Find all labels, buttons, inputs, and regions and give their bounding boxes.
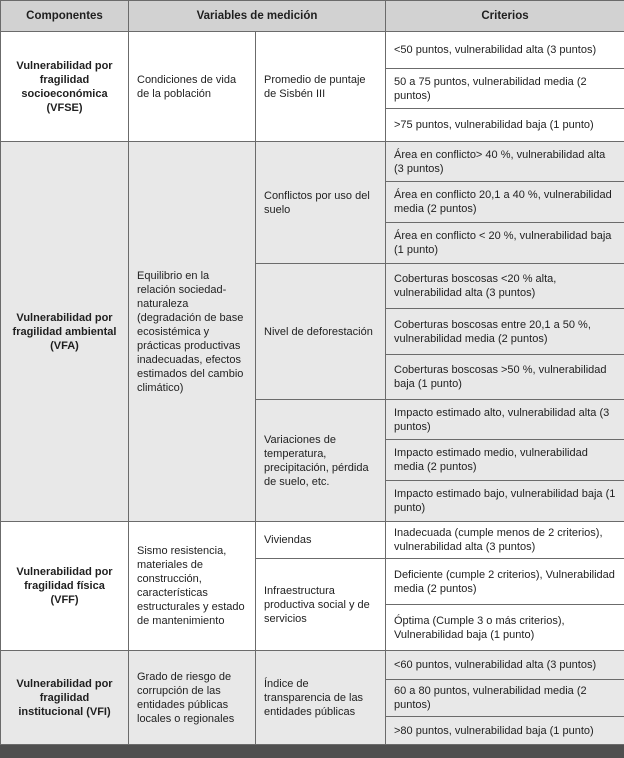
header-variables: Variables de medición <box>129 1 386 32</box>
vff-criterion-2: Deficiente (cumple 2 criterios), Vulnerabilidad media (2 puntos) <box>386 559 624 605</box>
vfa-g3-criterion-2: Impacto estimado medio, vulnerabilidad media (2 puntos) <box>386 440 624 481</box>
vfse-variable: Condiciones de vida de la población <box>129 32 256 142</box>
bottom-bar <box>1 745 624 758</box>
vfse-criterion-3: >75 puntos, vulnerabilidad baja (1 punto) <box>386 109 624 142</box>
vff-measure-1: Viviendas <box>256 522 386 559</box>
vff-row-1 <box>1 522 624 559</box>
component-vfse: Vulnerabilidad por fragilidad socioeconómica (VFSE) <box>1 32 129 142</box>
vfse-criterion-2: 50 a 75 puntos, vulnerabilidad media (2 puntos) <box>386 69 624 109</box>
vff-criterion-3: Óptima (Cumple 3 o más criterios), Vulnerabilidad baja (1 punto) <box>386 605 624 651</box>
vfi-variable: Grado de riesgo de corrupción de las entidades públicas locales o regionales <box>129 651 256 745</box>
vfa-variable: Equilibrio en la relación sociedad-naturaleza (degradación de base ecosistémica y prácticas productivas inadecuadas, efectos estimados del cambio climático) <box>129 142 256 522</box>
vfa-g1-criterion-3: Área en conflicto < 20 %, vulnerabilidad baja (1 punto) <box>386 223 624 264</box>
header-criterios: Criterios <box>386 1 624 32</box>
component-vfa: Vulnerabilidad por fragilidad ambiental (VFA) <box>1 142 129 522</box>
vff-criterion-1: Inadecuada (cumple menos de 2 criterios), vulnerabilidad alta (3 puntos) <box>386 522 624 559</box>
header-componentes: Componentes <box>1 1 129 32</box>
vfi-measure: Índice de transparencia de las entidades públicas <box>256 651 386 745</box>
vfa-g2-criterion-2: Coberturas boscosas entre 20,1 a 50 %, vulnerabilidad media (2 puntos) <box>386 309 624 355</box>
vfa-g3-criterion-1: Impacto estimado alto, vulnerabilidad alta (3 puntos) <box>386 400 624 440</box>
vfa-row-1 <box>1 142 624 182</box>
vfa-g1-criterion-1: Área en conflicto> 40 %, vulnerabilidad alta (3 puntos) <box>386 142 624 182</box>
vfa-measure-2: Nivel de deforestación <box>256 264 386 400</box>
vfi-criterion-1: <60 puntos, vulnerabilidad alta (3 puntos) <box>386 651 624 680</box>
table-header-row <box>1 1 624 32</box>
vfa-measure-3: Variaciones de temperatura, precipitación, pérdida de suelo, etc. <box>256 400 386 522</box>
vfse-row-1 <box>1 32 624 69</box>
vfa-g1-criterion-2: Área en conflicto 20,1 a 40 %, vulnerabilidad media (2 puntos) <box>386 182 624 223</box>
bottom-bar-row <box>1 745 624 758</box>
vfse-criterion-1: <50 puntos, vulnerabilidad alta (3 puntos) <box>386 32 624 69</box>
component-vff: Vulnerabilidad por fragilidad física (VFF) <box>1 522 129 651</box>
vfi-criterion-2: 60 a 80 puntos, vulnerabilidad media (2 puntos) <box>386 680 624 717</box>
vfa-g3-criterion-3: Impacto estimado bajo, vulnerabilidad baja (1 punto) <box>386 481 624 522</box>
vfi-row-1 <box>1 651 624 680</box>
vff-measure-2: Infraestructura productiva social y de servicios <box>256 559 386 651</box>
vfa-g2-criterion-1: Coberturas boscosas <20 % alta, vulnerabilidad alta (3 puntos) <box>386 264 624 309</box>
vfa-measure-1: Conflictos por uso del suelo <box>256 142 386 264</box>
vfa-g2-criterion-3: Coberturas boscosas >50 %, vulnerabilidad baja (1 punto) <box>386 355 624 400</box>
vfse-measure: Promedio de puntaje de Sisbén III <box>256 32 386 142</box>
vff-variable: Sismo resistencia, materiales de construcción, características estructurales y estado de mantenimiento <box>129 522 256 651</box>
vfi-criterion-3: >80 puntos, vulnerabilidad baja (1 punto) <box>386 717 624 745</box>
component-vfi: Vulnerabilidad por fragilidad institucional (VFI) <box>1 651 129 745</box>
